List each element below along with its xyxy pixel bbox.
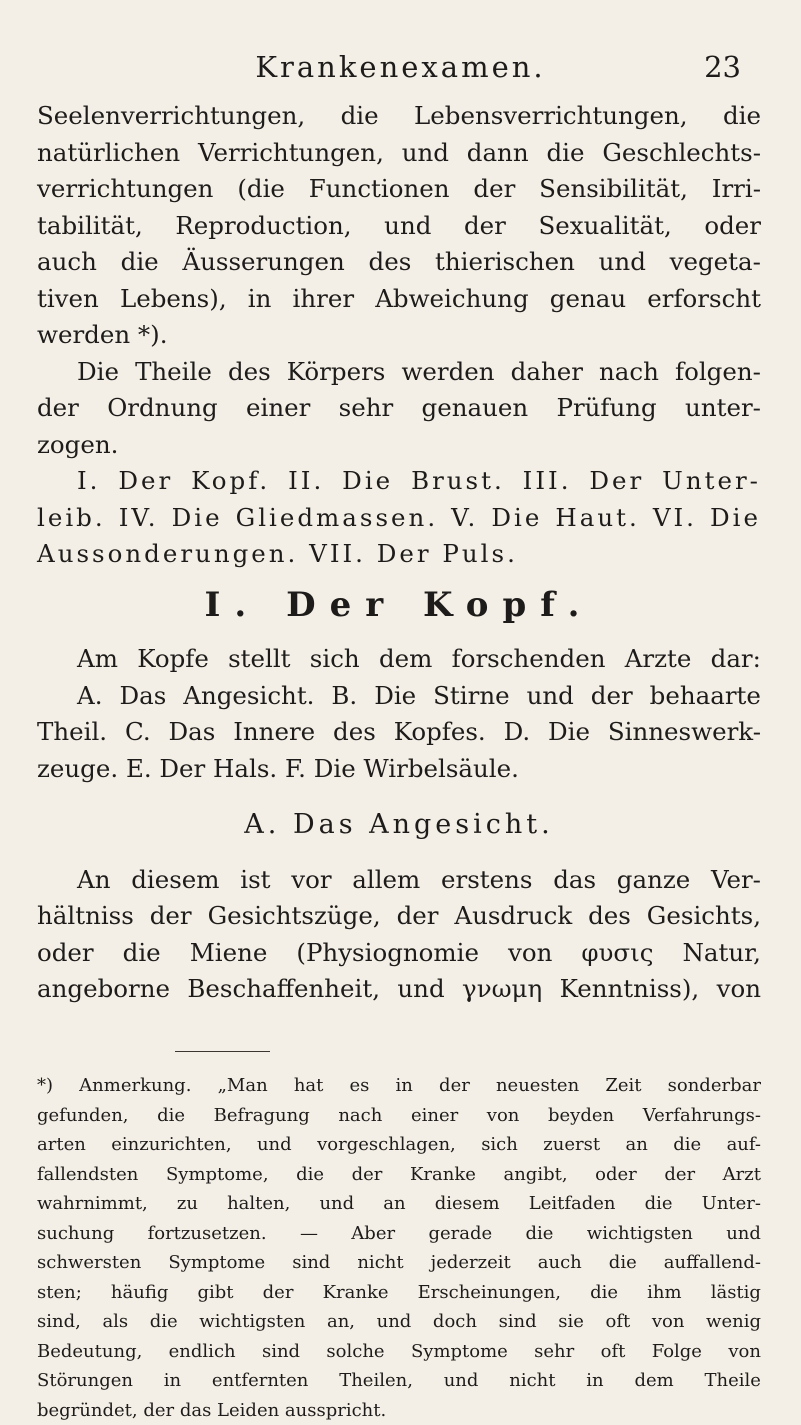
footnote-line: gefunden, die Befragung nach einer von beyden Verfahrungs- bbox=[37, 1101, 761, 1131]
running-title: Krankenexamen. bbox=[0, 50, 801, 84]
text-line: I. Der Kopf. II. Die Brust. III. Der Unter- bbox=[37, 463, 761, 500]
page-number: 23 bbox=[704, 50, 741, 84]
paragraph-parts-list bbox=[37, 463, 761, 573]
footnote-line: schwersten Symptome sind nicht jederzeit auch die auffallend- bbox=[37, 1248, 761, 1278]
footnote-line: suchung fortzusetzen. — Aber gerade die wichtigsten und bbox=[37, 1219, 761, 1249]
text-line: verrichtungen (die Functionen der Sensibilität, Irri- bbox=[37, 171, 761, 208]
footnote-rule bbox=[175, 1051, 270, 1052]
text-line: tiven Lebens), in ihrer Abweichung genau erforscht bbox=[37, 281, 761, 318]
page-header bbox=[0, 50, 801, 94]
footnote-line: sten; häufig gibt der Kranke Erscheinungen, die ihm lästig bbox=[37, 1278, 761, 1308]
text-line: natürlichen Verrichtungen, und dann die Geschlechts- bbox=[37, 135, 761, 172]
section-heading-head: I. Der Kopf. bbox=[37, 587, 761, 624]
footnote-line: *) Anmerkung. „Man hat es in der neuesten Zeit sonderbar bbox=[37, 1071, 761, 1101]
footnote-line: Störungen in entfernten Theilen, und nicht in dem Theile bbox=[37, 1366, 761, 1396]
footnote-line: begründet, der das Leiden ausspricht. bbox=[37, 1396, 761, 1425]
text-line: tabilität, Reproduction, und der Sexualität, oder bbox=[37, 208, 761, 245]
footnote-line: arten einzurichten, und vorgeschlagen, sich zuerst an die auf- bbox=[37, 1130, 761, 1160]
footnote-line: fallendsten Symptome, die der Kranke angibt, oder der Arzt bbox=[37, 1160, 761, 1190]
text-line: angeborne Beschaffenheit, und γνωμη Kenntniss), von bbox=[37, 971, 761, 1008]
text-line: A. Das Angesicht. B. Die Stirne und der behaarte bbox=[37, 678, 761, 715]
text-line: auch die Äusserungen des thierischen und vegeta- bbox=[37, 244, 761, 281]
paragraph-continuation bbox=[37, 98, 761, 354]
paragraph-face bbox=[37, 862, 761, 1008]
text-line: leib. IV. Die Gliedmassen. V. Die Haut. VI. Die bbox=[37, 500, 761, 537]
text-line: hältniss der Gesichtszüge, der Ausdruck des Gesichts, bbox=[37, 898, 761, 935]
footnote bbox=[37, 1071, 761, 1425]
text-line: zogen. bbox=[37, 427, 761, 464]
footnote-line: wahrnimmt, zu halten, und an diesem Leitfaden die Unter- bbox=[37, 1189, 761, 1219]
main-text bbox=[37, 98, 761, 1008]
subsection-heading-face: A. Das Angesicht. bbox=[37, 807, 761, 844]
text-line: Am Kopfe stellt sich dem forschenden Arzte dar: bbox=[37, 641, 761, 678]
paragraph-head-overview bbox=[37, 641, 761, 787]
text-line: werden *). bbox=[37, 317, 761, 354]
text-line: Seelenverrichtungen, die Lebensverrichtungen, die bbox=[37, 98, 761, 135]
paragraph-body-parts bbox=[37, 354, 761, 464]
footnote-line: sind, als die wichtigsten an, und doch sind sie oft von wenig bbox=[37, 1307, 761, 1337]
footnote-line: Bedeutung, endlich sind solche Symptome sehr oft Folge von bbox=[37, 1337, 761, 1367]
text-line: Die Theile des Körpers werden daher nach folgen- bbox=[37, 354, 761, 391]
text-line: oder die Miene (Physiognomie von φυσις Natur, bbox=[37, 935, 761, 972]
text-line: der Ordnung einer sehr genauen Prüfung unter- bbox=[37, 390, 761, 427]
text-line: An diesem ist vor allem erstens das ganze Ver- bbox=[37, 862, 761, 899]
text-line: zeuge. E. Der Hals. F. Die Wirbelsäule. bbox=[37, 751, 761, 788]
text-line: Theil. C. Das Innere des Kopfes. D. Die Sinneswerk- bbox=[37, 714, 761, 751]
text-line: Aussonderungen. VII. Der Puls. bbox=[37, 536, 761, 573]
